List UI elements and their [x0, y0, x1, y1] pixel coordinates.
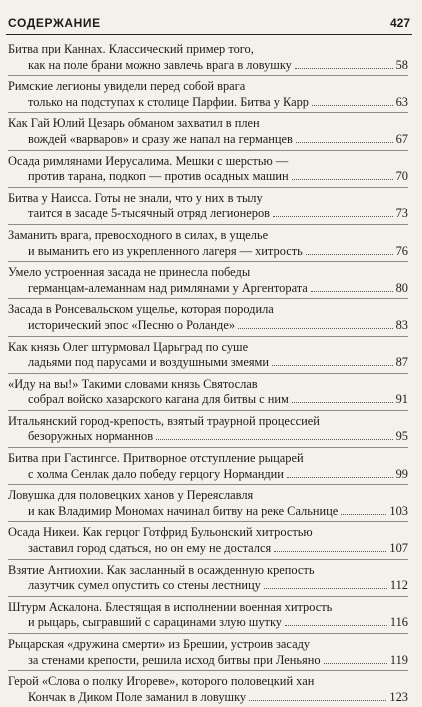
entry-title-line: Римские легионы увидели перед собой врага	[8, 79, 246, 94]
entry-title-line: только на подступах к столице Парфии. Битва у Карр	[28, 94, 309, 109]
contents-entry	[8, 225, 408, 262]
entry-last-line	[8, 132, 408, 148]
contents-entry	[8, 151, 408, 188]
entry-title-line: как на поле брани можно завлечь врага в ловушку	[28, 57, 292, 72]
entry-title-line: Штурм Аскалона. Блестящая в исполнении военная хитрость	[8, 599, 333, 614]
entry-last-line	[8, 169, 408, 185]
dot-leader	[312, 104, 393, 106]
entry-page-number: 119	[389, 652, 408, 667]
entry-title-line: Заманить врага, превосходного в силах, в ущелье	[8, 227, 269, 242]
entry-title-line: вождей «варваров» и сразу же напал на германцев	[28, 131, 293, 146]
dot-leader	[285, 624, 387, 626]
entry-last-line	[8, 653, 408, 669]
entry-page-number: 76	[395, 243, 408, 258]
entry-last-line	[8, 392, 408, 408]
entry-title-line: Осада Никеи. Как герцог Готфрид Бульонский хитростью	[8, 525, 313, 540]
contents-entry	[8, 448, 408, 485]
entry-title-line: «Иду на вы!» Такими словами князь Святослав	[8, 376, 258, 391]
dot-leader	[292, 178, 393, 180]
entry-page-number: 58	[395, 57, 408, 72]
contents-list	[8, 39, 408, 707]
entry-page-number: 99	[395, 466, 408, 481]
entry-last-line	[8, 615, 408, 631]
entry-title-line: и рыцарь, сыгравший с сарацинами злую шутку	[28, 615, 282, 630]
entry-title-line: и выманить его из укрепленного лагеря — хитрость	[28, 243, 303, 258]
dot-leader	[296, 141, 393, 143]
dot-leader	[273, 215, 393, 217]
entry-page-number: 103	[389, 503, 408, 518]
entry-title-line: Как князь Олег штурмовал Царьград по суше	[8, 339, 249, 354]
contents-entry	[8, 39, 408, 76]
dot-leader	[324, 662, 387, 664]
entry-title-line: Как Гай Юлий Цезарь обманом захватил в плен	[8, 116, 260, 131]
entry-page-number: 63	[395, 94, 408, 109]
entry-last-line	[8, 504, 408, 520]
entry-title-line: заставил город сдаться, но он ему не достался	[28, 541, 272, 556]
contents-entry	[8, 374, 408, 411]
entry-title-line: за стенами крепости, решила исход битвы при Леньяно	[28, 652, 321, 667]
entry-title-line: собрал войско хазарского кагана для битвы с ним	[28, 392, 289, 407]
dot-leader	[287, 476, 393, 478]
entry-last-line	[8, 244, 408, 260]
entry-last-line	[8, 318, 408, 334]
entry-page-number: 73	[395, 206, 408, 221]
entry-title-line: Герой «Слова о полку Игореве», которого половецкий хан	[8, 674, 315, 689]
contents-entry	[8, 522, 408, 559]
entry-page-number: 116	[389, 615, 408, 630]
entry-title-line: безоружных норманнов	[28, 429, 154, 444]
dot-leader	[272, 364, 393, 366]
dot-leader	[306, 253, 393, 255]
contents-entry	[8, 634, 408, 671]
entry-last-line	[8, 429, 408, 445]
entry-page-number: 80	[395, 280, 408, 295]
entry-page-number: 112	[389, 578, 408, 593]
entry-page-number: 87	[395, 355, 408, 370]
entry-page-number: 95	[395, 429, 408, 444]
entry-title-line: и как Владимир Мономах начинал битву на реке Сальнице	[28, 503, 339, 518]
running-header	[0, 0, 422, 40]
header-rule	[6, 34, 412, 35]
dot-leader	[264, 587, 387, 589]
dot-leader	[292, 401, 393, 403]
entry-last-line	[8, 355, 408, 371]
entry-title-line: Кончак в Диком Поле заманил в ловушку	[28, 689, 247, 704]
contents-entry	[8, 411, 408, 448]
entry-title-line: Итальянский город-крепость, взятый траурной процессией	[8, 413, 320, 428]
page-number: 427	[389, 16, 410, 30]
entry-page-number: 83	[395, 317, 408, 332]
dot-leader	[341, 513, 386, 515]
entry-title-line: лазутчик сумел опустить со стены лестницу	[28, 578, 261, 593]
dot-leader	[311, 290, 393, 292]
entry-title-line: Ловушка для половецких ханов у Переяславля	[8, 488, 254, 503]
entry-last-line	[8, 578, 408, 594]
entry-last-line	[8, 206, 408, 222]
entry-title-line: Засада в Ронсевальском ущелье, которая породила	[8, 302, 274, 317]
dot-leader	[274, 550, 386, 552]
entry-page-number: 70	[395, 169, 408, 184]
contents-entry	[8, 76, 408, 113]
entry-page-number: 67	[395, 131, 408, 146]
entry-last-line	[8, 541, 408, 557]
entry-title-line: Битва при Каннах. Классический пример того,	[8, 42, 254, 56]
entry-title-line: таится в засаде 5-тысячный отряд легионеров	[28, 206, 270, 221]
entry-page-number: 91	[395, 392, 408, 407]
entry-title-line: исторический эпос «Песню о Роланде»	[28, 317, 236, 332]
entry-title-line: Битва при Гастингсе. Притворное отступление рыцарей	[8, 451, 304, 466]
entry-title-line: Битва у Наисса. Готы не знали, что у них в тылу	[8, 190, 263, 205]
dot-leader	[156, 438, 393, 440]
entry-title-line: ладьями под парусами и воздушными змеями	[28, 355, 270, 370]
entry-last-line	[8, 281, 408, 297]
contents-entry	[8, 597, 408, 634]
contents-entry	[8, 560, 408, 597]
entry-title-line: Рыцарская «дружина смерти» из Брешии, устроив засаду	[8, 637, 311, 651]
contents-entry	[8, 299, 408, 336]
entry-last-line	[8, 690, 408, 706]
entry-page-number: 107	[389, 541, 408, 556]
contents-entry	[8, 671, 408, 707]
entry-title-line: против тарана, подкоп — против осадных машин	[28, 169, 289, 184]
entry-title-line: с холма Сенлак дало победу герцогу Нормандии	[28, 466, 284, 481]
entry-last-line	[8, 467, 408, 483]
entry-title-line: Осада римлянами Иерусалима. Мешки с шерстью —	[8, 153, 289, 168]
contents-entry	[8, 113, 408, 150]
entry-last-line	[8, 58, 408, 74]
entry-last-line	[8, 95, 408, 111]
entry-page-number: 123	[389, 689, 408, 704]
contents-entry	[8, 485, 408, 522]
dot-leader	[238, 327, 393, 329]
entry-title-line: Взятие Антиохии. Как засланный в осажденную крепость	[8, 562, 315, 577]
contents-entry	[8, 188, 408, 225]
contents-entry	[8, 262, 408, 299]
contents-entry	[8, 337, 408, 374]
entry-title-line: германцам-алеманнам над римлянами у Аргентората	[28, 280, 308, 295]
entry-title-line: Умело устроенная засада не принесла победы	[8, 265, 251, 280]
section-title: СОДЕРЖАНИЕ	[8, 16, 101, 30]
dot-leader	[295, 67, 393, 69]
